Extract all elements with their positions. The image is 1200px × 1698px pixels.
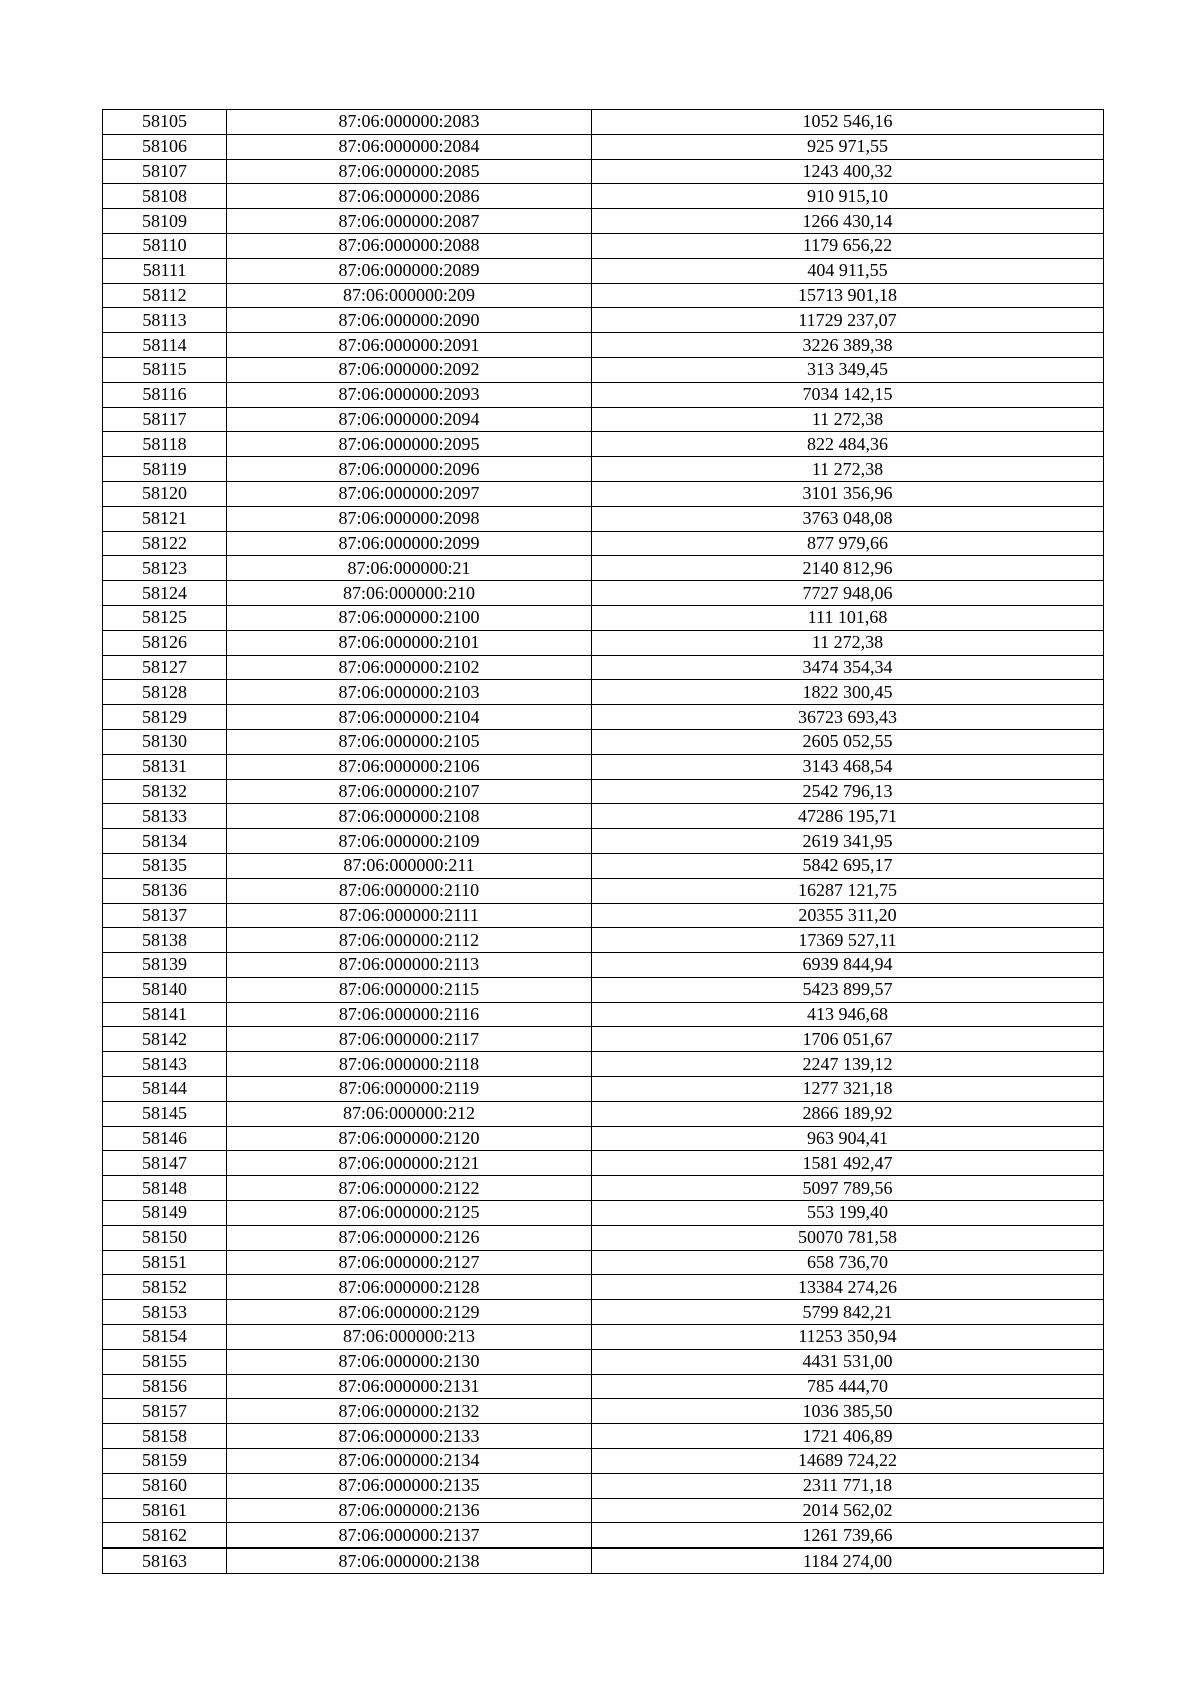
- table-row: [103, 531, 1104, 556]
- row-number-cell: 58132: [103, 779, 227, 804]
- value-cell: 1706 051,67: [592, 1027, 1104, 1052]
- cadastral-number-cell: 87:06:000000:2110: [227, 878, 592, 903]
- cadastral-number-cell: 87:06:000000:2093: [227, 382, 592, 407]
- row-number-cell: 58122: [103, 531, 227, 556]
- value-cell: 16287 121,75: [592, 878, 1104, 903]
- cadastral-number-cell: 87:06:000000:2120: [227, 1126, 592, 1151]
- cadastral-number-cell: 87:06:000000:2085: [227, 159, 592, 184]
- cadastral-number-cell: 87:06:000000:2109: [227, 829, 592, 854]
- table-row: [103, 754, 1104, 779]
- row-number-cell: 58154: [103, 1325, 227, 1350]
- row-number-cell: 58147: [103, 1151, 227, 1176]
- row-number-cell: 58113: [103, 308, 227, 333]
- value-cell: 1266 430,14: [592, 209, 1104, 234]
- table-row: [103, 1498, 1104, 1523]
- table-row: [103, 184, 1104, 209]
- row-number-cell: 58118: [103, 432, 227, 457]
- table-row: [103, 928, 1104, 953]
- row-number-cell: 58119: [103, 457, 227, 482]
- row-number-cell: 58123: [103, 556, 227, 581]
- value-cell: 111 101,68: [592, 605, 1104, 630]
- value-cell: 2247 139,12: [592, 1052, 1104, 1077]
- value-cell: 6939 844,94: [592, 953, 1104, 978]
- cadastral-number-cell: 87:06:000000:2088: [227, 233, 592, 258]
- table-row: [103, 1399, 1104, 1424]
- cadastral-number-cell: 87:06:000000:2091: [227, 333, 592, 358]
- cadastral-number-cell: 87:06:000000:210: [227, 581, 592, 606]
- cadastral-number-cell: 87:06:000000:2115: [227, 977, 592, 1002]
- cadastral-number-cell: 87:06:000000:2094: [227, 407, 592, 432]
- row-number-cell: 58126: [103, 630, 227, 655]
- table-row: [103, 1027, 1104, 1052]
- cadastral-number-cell: 87:06:000000:2100: [227, 605, 592, 630]
- table-row: [103, 1176, 1104, 1201]
- row-number-cell: 58114: [103, 333, 227, 358]
- table-row: [103, 233, 1104, 258]
- value-cell: 5842 695,17: [592, 853, 1104, 878]
- cadastral-number-cell: 87:06:000000:2105: [227, 729, 592, 754]
- cadastral-number-cell: 87:06:000000:2096: [227, 457, 592, 482]
- cadastral-number-cell: 87:06:000000:2133: [227, 1424, 592, 1449]
- cadastral-number-cell: 87:06:000000:2090: [227, 308, 592, 333]
- cadastral-number-cell: 87:06:000000:2083: [227, 110, 592, 135]
- table-row: [103, 1077, 1104, 1102]
- table-row: [103, 1002, 1104, 1027]
- table-row: [103, 258, 1104, 283]
- row-number-cell: 58139: [103, 953, 227, 978]
- row-number-cell: 58120: [103, 481, 227, 506]
- table-row: [103, 977, 1104, 1002]
- table-row: [103, 804, 1104, 829]
- value-cell: 36723 693,43: [592, 705, 1104, 730]
- cadastral-number-cell: 87:06:000000:2132: [227, 1399, 592, 1424]
- value-cell: 3101 356,96: [592, 481, 1104, 506]
- row-number-cell: 58116: [103, 382, 227, 407]
- table-row: [103, 953, 1104, 978]
- cadastral-number-cell: 87:06:000000:2084: [227, 134, 592, 159]
- value-cell: 2140 812,96: [592, 556, 1104, 581]
- table-row: [103, 382, 1104, 407]
- row-number-cell: 58159: [103, 1449, 227, 1474]
- row-number-cell: 58144: [103, 1077, 227, 1102]
- value-cell: 5799 842,21: [592, 1300, 1104, 1325]
- table-row: [103, 779, 1104, 804]
- cadastral-number-cell: 87:06:000000:2087: [227, 209, 592, 234]
- table-row: [103, 1349, 1104, 1374]
- row-number-cell: 58105: [103, 110, 227, 135]
- value-cell: 3226 389,38: [592, 333, 1104, 358]
- cadastral-number-cell: 87:06:000000:2125: [227, 1201, 592, 1226]
- cadastral-number-cell: 87:06:000000:2136: [227, 1498, 592, 1523]
- table-row: [103, 110, 1104, 135]
- value-cell: 1184 274,00: [592, 1548, 1104, 1573]
- row-number-cell: 58121: [103, 506, 227, 531]
- cadastral-number-cell: 87:06:000000:2107: [227, 779, 592, 804]
- table-row: [103, 729, 1104, 754]
- cadastral-number-cell: 87:06:000000:2102: [227, 655, 592, 680]
- table-row: [103, 1548, 1104, 1573]
- row-number-cell: 58163: [103, 1548, 227, 1573]
- row-number-cell: 58106: [103, 134, 227, 159]
- cadastral-number-cell: 87:06:000000:2106: [227, 754, 592, 779]
- value-cell: 3143 468,54: [592, 754, 1104, 779]
- cadastral-number-cell: 87:06:000000:2098: [227, 506, 592, 531]
- row-number-cell: 58158: [103, 1424, 227, 1449]
- table-row: [103, 605, 1104, 630]
- value-cell: 5097 789,56: [592, 1176, 1104, 1201]
- value-cell: 1581 492,47: [592, 1151, 1104, 1176]
- cadastral-number-cell: 87:06:000000:2103: [227, 680, 592, 705]
- row-number-cell: 58156: [103, 1374, 227, 1399]
- row-number-cell: 58150: [103, 1225, 227, 1250]
- table-body: [103, 110, 1104, 1574]
- table-row: [103, 1523, 1104, 1548]
- table-row: [103, 878, 1104, 903]
- value-cell: 4431 531,00: [592, 1349, 1104, 1374]
- cadastral-number-cell: 87:06:000000:2121: [227, 1151, 592, 1176]
- table-row: [103, 1300, 1104, 1325]
- table-row: [103, 1374, 1104, 1399]
- row-number-cell: 58136: [103, 878, 227, 903]
- value-cell: 785 444,70: [592, 1374, 1104, 1399]
- table-row: [103, 1275, 1104, 1300]
- row-number-cell: 58149: [103, 1201, 227, 1226]
- row-number-cell: 58146: [103, 1126, 227, 1151]
- cadastral-number-cell: 87:06:000000:2130: [227, 1349, 592, 1374]
- value-cell: 2866 189,92: [592, 1101, 1104, 1126]
- table-row: [103, 1225, 1104, 1250]
- value-cell: 313 349,45: [592, 357, 1104, 382]
- row-number-cell: 58109: [103, 209, 227, 234]
- table-row: [103, 829, 1104, 854]
- cadastral-number-cell: 87:06:000000:2126: [227, 1225, 592, 1250]
- table-row: [103, 556, 1104, 581]
- value-cell: 404 911,55: [592, 258, 1104, 283]
- row-number-cell: 58157: [103, 1399, 227, 1424]
- value-cell: 413 946,68: [592, 1002, 1104, 1027]
- cadastral-number-cell: 87:06:000000:2128: [227, 1275, 592, 1300]
- cadastral-number-cell: 87:06:000000:2095: [227, 432, 592, 457]
- row-number-cell: 58151: [103, 1250, 227, 1275]
- row-number-cell: 58112: [103, 283, 227, 308]
- table-row: [103, 506, 1104, 531]
- row-number-cell: 58110: [103, 233, 227, 258]
- table-row: [103, 1151, 1104, 1176]
- value-cell: 11 272,38: [592, 407, 1104, 432]
- table-row: [103, 1126, 1104, 1151]
- table-row: [103, 1424, 1104, 1449]
- row-number-cell: 58142: [103, 1027, 227, 1052]
- value-cell: 7727 948,06: [592, 581, 1104, 606]
- cadastral-number-cell: 87:06:000000:2099: [227, 531, 592, 556]
- cadastral-number-cell: 87:06:000000:2131: [227, 1374, 592, 1399]
- value-cell: 11 272,38: [592, 457, 1104, 482]
- value-cell: 822 484,36: [592, 432, 1104, 457]
- row-number-cell: 58124: [103, 581, 227, 606]
- row-number-cell: 58134: [103, 829, 227, 854]
- cadastral-number-cell: 87:06:000000:2086: [227, 184, 592, 209]
- table-row: [103, 209, 1104, 234]
- value-cell: 1822 300,45: [592, 680, 1104, 705]
- row-number-cell: 58148: [103, 1176, 227, 1201]
- cadastral-number-cell: 87:06:000000:2113: [227, 953, 592, 978]
- value-cell: 11729 237,07: [592, 308, 1104, 333]
- table-row: [103, 1101, 1104, 1126]
- row-number-cell: 58153: [103, 1300, 227, 1325]
- cadastral-number-cell: 87:06:000000:2089: [227, 258, 592, 283]
- cadastral-number-cell: 87:06:000000:2137: [227, 1523, 592, 1548]
- table-row: [103, 903, 1104, 928]
- value-cell: 50070 781,58: [592, 1225, 1104, 1250]
- row-number-cell: 58125: [103, 605, 227, 630]
- value-cell: 1277 321,18: [592, 1077, 1104, 1102]
- cadastral-number-cell: 87:06:000000:2104: [227, 705, 592, 730]
- value-cell: 963 904,41: [592, 1126, 1104, 1151]
- value-cell: 13384 274,26: [592, 1275, 1104, 1300]
- table-row: [103, 357, 1104, 382]
- table-row: [103, 630, 1104, 655]
- cadastral-number-cell: 87:06:000000:2111: [227, 903, 592, 928]
- table-row: [103, 1325, 1104, 1350]
- value-cell: 47286 195,71: [592, 804, 1104, 829]
- row-number-cell: 58143: [103, 1052, 227, 1077]
- row-number-cell: 58145: [103, 1101, 227, 1126]
- value-cell: 11253 350,94: [592, 1325, 1104, 1350]
- row-number-cell: 58160: [103, 1473, 227, 1498]
- row-number-cell: 58155: [103, 1349, 227, 1374]
- row-number-cell: 58137: [103, 903, 227, 928]
- cadastral-number-cell: 87:06:000000:209: [227, 283, 592, 308]
- cadastral-number-cell: 87:06:000000:2134: [227, 1449, 592, 1474]
- cadastral-number-cell: 87:06:000000:2118: [227, 1052, 592, 1077]
- row-number-cell: 58128: [103, 680, 227, 705]
- cadastral-number-cell: 87:06:000000:2097: [227, 481, 592, 506]
- cadastral-number-cell: 87:06:000000:2101: [227, 630, 592, 655]
- row-number-cell: 58131: [103, 754, 227, 779]
- cadastral-number-cell: 87:06:000000:211: [227, 853, 592, 878]
- table-row: [103, 853, 1104, 878]
- value-cell: 15713 901,18: [592, 283, 1104, 308]
- value-cell: 2619 341,95: [592, 829, 1104, 854]
- cadastral-number-cell: 87:06:000000:21: [227, 556, 592, 581]
- value-cell: 3474 354,34: [592, 655, 1104, 680]
- value-cell: 5423 899,57: [592, 977, 1104, 1002]
- value-cell: 2605 052,55: [592, 729, 1104, 754]
- row-number-cell: 58117: [103, 407, 227, 432]
- row-number-cell: 58135: [103, 853, 227, 878]
- value-cell: 877 979,66: [592, 531, 1104, 556]
- value-cell: 925 971,55: [592, 134, 1104, 159]
- value-cell: 553 199,40: [592, 1201, 1104, 1226]
- value-cell: 11 272,38: [592, 630, 1104, 655]
- row-number-cell: 58127: [103, 655, 227, 680]
- row-number-cell: 58133: [103, 804, 227, 829]
- value-cell: 2311 771,18: [592, 1473, 1104, 1498]
- value-cell: 17369 527,11: [592, 928, 1104, 953]
- table-row: [103, 655, 1104, 680]
- table-row: [103, 1473, 1104, 1498]
- row-number-cell: 58141: [103, 1002, 227, 1027]
- row-number-cell: 58140: [103, 977, 227, 1002]
- cadastral-number-cell: 87:06:000000:2116: [227, 1002, 592, 1027]
- value-cell: 1721 406,89: [592, 1424, 1104, 1449]
- value-cell: 1243 400,32: [592, 159, 1104, 184]
- table-row: [103, 581, 1104, 606]
- table-row: [103, 1052, 1104, 1077]
- table-row: [103, 1449, 1104, 1474]
- row-number-cell: 58152: [103, 1275, 227, 1300]
- table-row: [103, 333, 1104, 358]
- table-row: [103, 457, 1104, 482]
- value-cell: 910 915,10: [592, 184, 1104, 209]
- value-cell: 1179 656,22: [592, 233, 1104, 258]
- cadastral-number-cell: 87:06:000000:2092: [227, 357, 592, 382]
- row-number-cell: 58107: [103, 159, 227, 184]
- cadastral-number-cell: 87:06:000000:213: [227, 1325, 592, 1350]
- cadastral-number-cell: 87:06:000000:2138: [227, 1548, 592, 1573]
- cadastral-number-cell: 87:06:000000:2122: [227, 1176, 592, 1201]
- cadastral-number-cell: 87:06:000000:2117: [227, 1027, 592, 1052]
- value-cell: 1036 385,50: [592, 1399, 1104, 1424]
- value-cell: 658 736,70: [592, 1250, 1104, 1275]
- row-number-cell: 58161: [103, 1498, 227, 1523]
- value-cell: 2542 796,13: [592, 779, 1104, 804]
- table-row: [103, 705, 1104, 730]
- cadastral-number-cell: 87:06:000000:2119: [227, 1077, 592, 1102]
- value-cell: 3763 048,08: [592, 506, 1104, 531]
- table-row: [103, 283, 1104, 308]
- value-cell: 1052 546,16: [592, 110, 1104, 135]
- row-number-cell: 58108: [103, 184, 227, 209]
- value-cell: 2014 562,02: [592, 1498, 1104, 1523]
- table-row: [103, 1201, 1104, 1226]
- table-row: [103, 432, 1104, 457]
- table-row: [103, 680, 1104, 705]
- cadastral-number-cell: 87:06:000000:212: [227, 1101, 592, 1126]
- row-number-cell: 58129: [103, 705, 227, 730]
- row-number-cell: 58130: [103, 729, 227, 754]
- value-cell: 14689 724,22: [592, 1449, 1104, 1474]
- table-row: [103, 134, 1104, 159]
- table-row: [103, 159, 1104, 184]
- table-row: [103, 407, 1104, 432]
- table-row: [103, 308, 1104, 333]
- row-number-cell: 58111: [103, 258, 227, 283]
- table-row: [103, 1250, 1104, 1275]
- value-cell: 1261 739,66: [592, 1523, 1104, 1548]
- cadastral-number-cell: 87:06:000000:2108: [227, 804, 592, 829]
- cadastral-number-cell: 87:06:000000:2129: [227, 1300, 592, 1325]
- cadastral-value-table: [102, 109, 1104, 1574]
- cadastral-number-cell: 87:06:000000:2112: [227, 928, 592, 953]
- row-number-cell: 58138: [103, 928, 227, 953]
- value-cell: 20355 311,20: [592, 903, 1104, 928]
- table-row: [103, 481, 1104, 506]
- row-number-cell: 58115: [103, 357, 227, 382]
- row-number-cell: 58162: [103, 1523, 227, 1548]
- cadastral-number-cell: 87:06:000000:2127: [227, 1250, 592, 1275]
- cadastral-number-cell: 87:06:000000:2135: [227, 1473, 592, 1498]
- value-cell: 7034 142,15: [592, 382, 1104, 407]
